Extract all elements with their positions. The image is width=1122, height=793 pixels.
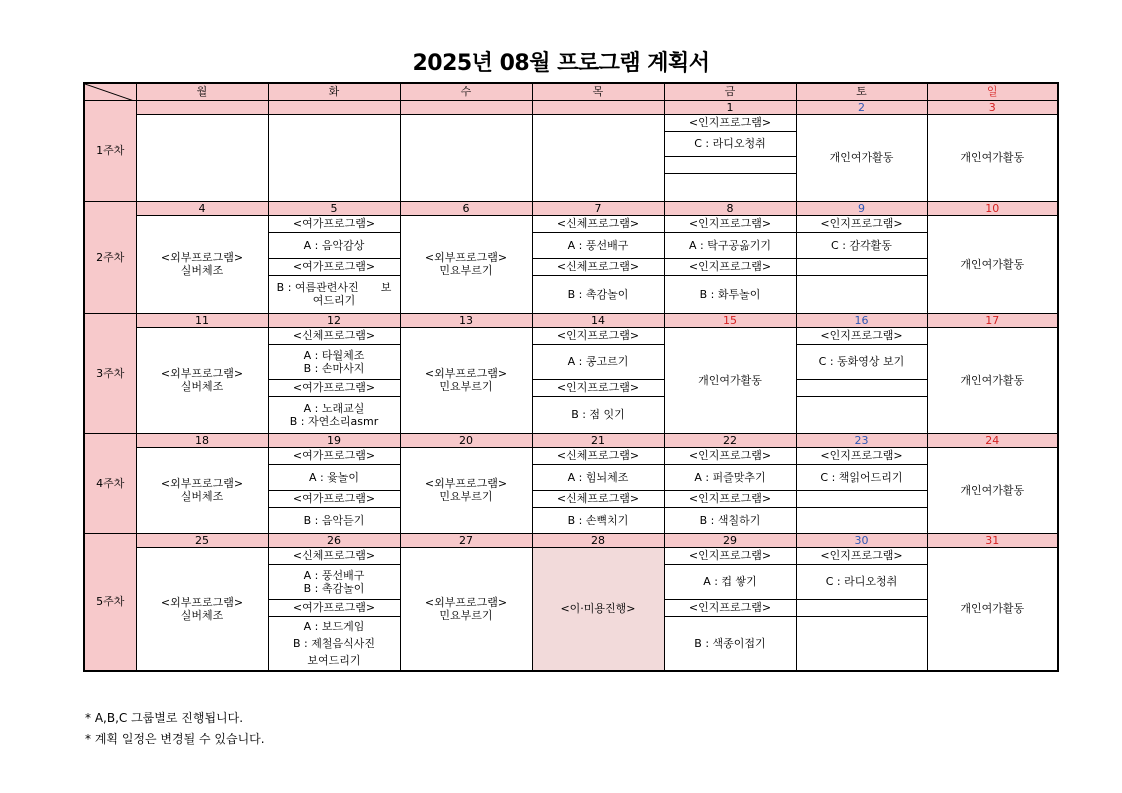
activity-cell: 개인여가활동	[927, 327, 1058, 433]
date-cell: 4	[136, 201, 268, 215]
day-tue: 화	[268, 83, 400, 100]
program-label: <신체프로그램>	[532, 490, 664, 507]
program-label: <인지프로그램>	[664, 599, 796, 616]
activity-cell: <외부프로그램> 실버체조	[136, 547, 268, 671]
week3-date-row	[84, 313, 1058, 327]
program-label: <여가프로그램>	[268, 215, 400, 232]
empty-cell	[400, 114, 532, 201]
activity-cell: 개인여가활동	[796, 114, 927, 201]
empty-cell	[796, 490, 927, 507]
date-cell: 12	[268, 313, 400, 327]
activity-cell: B : 촉감놀이	[532, 275, 664, 313]
program-label: <여가프로그램>	[268, 599, 400, 616]
date-cell: 1	[664, 100, 796, 114]
week-label: 1주차	[84, 100, 136, 201]
activity-cell: <외부프로그램> 실버체조	[136, 327, 268, 433]
activity-cell: B : 음악듣기	[268, 507, 400, 533]
beauty-service-cell: <이·미용진행>	[532, 547, 664, 671]
week1-date-row	[84, 100, 1058, 114]
date-cell: 16	[796, 313, 927, 327]
activity-cell: C : 동화영상 보기	[796, 344, 927, 379]
activity-cell: C : 라디오청취	[664, 131, 796, 156]
program-label: <인지프로그램>	[796, 547, 927, 564]
date-cell: 17	[927, 313, 1058, 327]
date-cell: 26	[268, 533, 400, 547]
date-cell: 11	[136, 313, 268, 327]
empty-cell	[796, 616, 927, 671]
date-cell	[136, 100, 268, 114]
activity-cell: B : 색종이접기	[664, 616, 796, 671]
date-cell: 21	[532, 433, 664, 447]
day-wed: 수	[400, 83, 532, 100]
program-label: <인지프로그램>	[664, 258, 796, 275]
program-label: <신체프로그램>	[268, 327, 400, 344]
activity-cell: A : 퍼즐맞추기	[664, 464, 796, 490]
activity-cell: <외부프로그램> 실버체조	[136, 215, 268, 313]
program-label: <인지프로그램>	[664, 215, 796, 232]
program-label: <신체프로그램>	[532, 258, 664, 275]
date-cell: 18	[136, 433, 268, 447]
activity-cell: <외부프로그램> 민요부르기	[400, 327, 532, 433]
date-cell: 6	[400, 201, 532, 215]
date-cell: 7	[532, 201, 664, 215]
date-cell: 9	[796, 201, 927, 215]
empty-cell	[796, 379, 927, 396]
date-cell: 24	[927, 433, 1058, 447]
empty-cell	[664, 173, 796, 201]
activity-cell: A : 노래교실 B : 자연소리asmr	[268, 396, 400, 433]
activity-cell: B : 화투놀이	[664, 275, 796, 313]
day-fri: 금	[664, 83, 796, 100]
page-title: 2025년 08월 프로그램 계획서	[412, 51, 710, 76]
date-cell: 30	[796, 533, 927, 547]
activity-cell: 개인여가활동	[927, 114, 1058, 201]
activity-cell: <외부프로그램> 민요부르기	[400, 447, 532, 533]
program-label: <신체프로그램>	[268, 547, 400, 564]
program-label: <인지프로그램>	[796, 447, 927, 464]
empty-cell	[268, 114, 400, 201]
program-label: <인지프로그램>	[664, 447, 796, 464]
activity-cell: C : 감각활동	[796, 232, 927, 258]
activity-cell: A : 타월체조 B : 손마사지	[268, 344, 400, 379]
day-sun: 일	[927, 83, 1058, 100]
program-label: <여가프로그램>	[268, 490, 400, 507]
activity-cell: B : 손뼉치기	[532, 507, 664, 533]
diagonal-line-icon	[85, 84, 136, 100]
day-mon: 월	[136, 83, 268, 100]
activity-cell: <외부프로그램> 민요부르기	[400, 547, 532, 671]
activity-cell: A : 풍선배구 B : 촉감놀이	[268, 564, 400, 599]
week5-date-row	[84, 533, 1058, 547]
date-cell: 27	[400, 533, 532, 547]
date-cell: 13	[400, 313, 532, 327]
program-label: <인지프로그램>	[532, 379, 664, 396]
activity-cell: B : 점 잇기	[532, 396, 664, 433]
date-cell: 31	[927, 533, 1058, 547]
week-label: 3주차	[84, 313, 136, 433]
date-cell: 22	[664, 433, 796, 447]
footnote: * A,B,C 그룹별로 진행됩니다.	[85, 711, 244, 725]
date-cell: 3	[927, 100, 1058, 114]
activity-cell: A : 음악감상	[268, 232, 400, 258]
activity-cell: A : 힘뇌체조	[532, 464, 664, 490]
program-label: <여가프로그램>	[268, 379, 400, 396]
activity-cell: 개인여가활동	[664, 327, 796, 433]
activity-cell: A : 컵 쌓기	[664, 564, 796, 599]
corner-cell	[84, 83, 136, 100]
date-cell	[400, 100, 532, 114]
date-cell: 20	[400, 433, 532, 447]
date-cell	[268, 100, 400, 114]
date-cell	[532, 100, 664, 114]
program-label: <인지프로그램>	[796, 327, 927, 344]
activity-cell: <외부프로그램> 실버체조	[136, 447, 268, 533]
week4-date-row	[84, 433, 1058, 447]
activity-cell: 개인여가활동	[927, 447, 1058, 533]
date-cell: 5	[268, 201, 400, 215]
empty-cell	[532, 114, 664, 201]
program-label: <여가프로그램>	[268, 447, 400, 464]
program-label: <인지프로그램>	[664, 490, 796, 507]
activity-cell: A : 탁구공옮기기	[664, 232, 796, 258]
week-label: 5주차	[84, 533, 136, 671]
day-thu: 목	[532, 83, 664, 100]
activity-cell: 개인여가활동	[927, 547, 1058, 671]
date-cell: 14	[532, 313, 664, 327]
activity-cell: C : 책읽어드리기	[796, 464, 927, 490]
date-cell: 28	[532, 533, 664, 547]
empty-cell	[796, 275, 927, 313]
empty-cell	[136, 114, 268, 201]
empty-cell	[796, 599, 927, 616]
activity-cell: C : 라디오청취	[796, 564, 927, 599]
program-label: <인지프로그램>	[664, 114, 796, 131]
date-cell: 23	[796, 433, 927, 447]
date-cell: 19	[268, 433, 400, 447]
date-cell: 25	[136, 533, 268, 547]
day-header-row	[84, 83, 1058, 100]
program-label: <신체프로그램>	[532, 215, 664, 232]
activity-cell: B : 여름관련사진 보 여드리기	[268, 275, 400, 313]
date-cell: 29	[664, 533, 796, 547]
footnote: * 계획 일정은 변경될 수 있습니다.	[85, 732, 265, 746]
empty-cell	[664, 156, 796, 173]
schedule-table	[83, 82, 1059, 672]
empty-cell	[796, 396, 927, 433]
week-label: 4주차	[84, 433, 136, 533]
program-label: <여가프로그램>	[268, 258, 400, 275]
program-label: <인지프로그램>	[796, 215, 927, 232]
date-cell: 8	[664, 201, 796, 215]
empty-cell	[796, 258, 927, 275]
activity-cell: <외부프로그램> 민요부르기	[400, 215, 532, 313]
week-label: 2주차	[84, 201, 136, 313]
day-sat: 토	[796, 83, 927, 100]
activity-cell: A : 보드게임 B : 제철음식사진 보여드리기	[268, 616, 400, 671]
activity-cell: A : 콩고르기	[532, 344, 664, 379]
date-cell: 2	[796, 100, 927, 114]
activity-cell: A : 윷놀이	[268, 464, 400, 490]
footnotes	[85, 708, 265, 750]
date-cell: 10	[927, 201, 1058, 215]
week2-date-row	[84, 201, 1058, 215]
program-label: <인지프로그램>	[664, 547, 796, 564]
empty-cell	[796, 507, 927, 533]
activity-cell: A : 풍선배구	[532, 232, 664, 258]
activity-cell: B : 색칠하기	[664, 507, 796, 533]
program-label: <신체프로그램>	[532, 447, 664, 464]
activity-cell: 개인여가활동	[927, 215, 1058, 313]
program-label: <인지프로그램>	[532, 327, 664, 344]
date-cell: 15	[664, 313, 796, 327]
